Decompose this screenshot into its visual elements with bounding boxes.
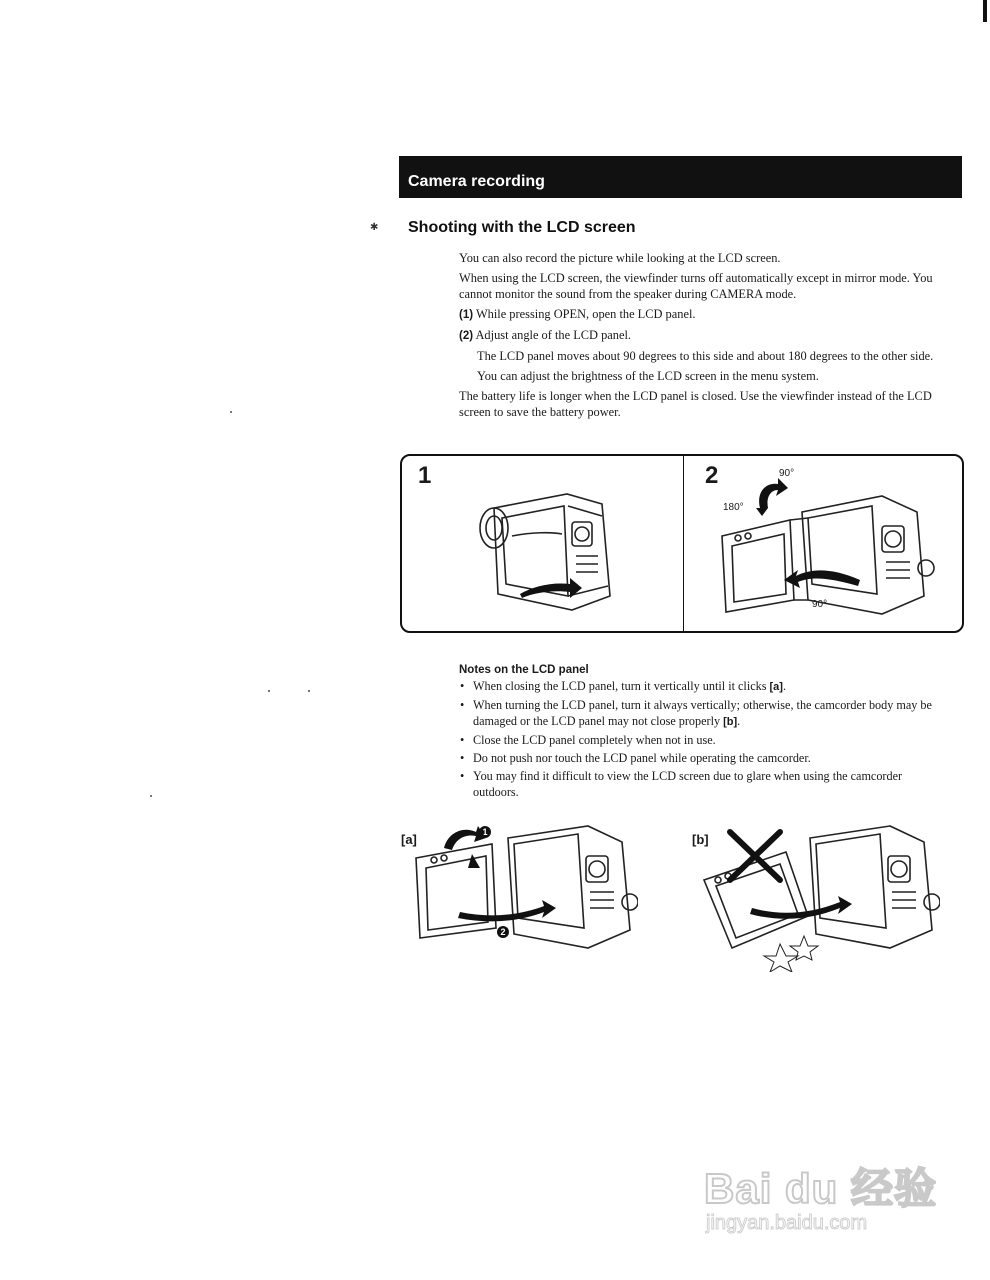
intro-paragraph: You can also record the picture while looking at the LCD screen. xyxy=(459,251,781,265)
margin-mark: ✱ xyxy=(370,222,379,233)
battery-note: The battery life is longer when the LCD panel is closed. Use the viewfinder instead of the LCD screen to save the battery power. xyxy=(459,389,932,419)
scan-speck xyxy=(268,690,270,692)
step-detail: You can adjust the brightness of the LCD screen in the menu system. xyxy=(477,369,819,383)
camcorder-open-illustration xyxy=(712,476,952,621)
section-header-bar xyxy=(399,156,962,198)
figure-step-1-label: 1 xyxy=(418,462,432,489)
note-item: • When closing the LCD panel, turn it vertically until it clicks [a]. xyxy=(459,678,949,695)
note-item: • You may find it difficult to view the LCD screen due to glare when using the camcorder outdoors. xyxy=(459,768,949,800)
callout-2-badge: 2 xyxy=(497,926,509,938)
step-2 xyxy=(459,327,949,344)
step-detail: The LCD panel moves about 90 degrees to this side and about 180 degrees to the other side. xyxy=(477,349,934,363)
figure-ref: [a] xyxy=(769,681,783,693)
note-item: • Close the LCD panel completely when not in use. xyxy=(459,732,949,748)
watermark-url: jingyan.baidu.com xyxy=(706,1212,868,1234)
baidu-watermark xyxy=(704,1138,944,1248)
angle-90-bottom-label: 90° xyxy=(812,599,828,610)
scan-speck xyxy=(308,690,310,692)
scan-speck xyxy=(150,795,152,797)
camcorder-closed-illustration xyxy=(472,486,622,614)
figure-step-2-label: 2 xyxy=(705,462,719,489)
scan-speck xyxy=(230,411,232,413)
watermark-brand: Bai du 经验 xyxy=(704,1165,938,1212)
camcorder-wrong-rotation-illustration xyxy=(700,824,940,972)
callout-1-badge: 1 xyxy=(479,826,491,838)
figure-ref: [b] xyxy=(723,716,738,728)
page-edge-mark xyxy=(983,0,987,22)
step-number: (2) xyxy=(459,330,474,342)
section-title: Shooting with the LCD screen xyxy=(408,219,636,236)
notes-title: Notes on the LCD panel xyxy=(459,664,589,676)
camcorder-close-vertical-illustration xyxy=(408,824,638,952)
step-text: While pressing OPEN, open the LCD panel. xyxy=(475,307,696,321)
step-1 xyxy=(459,306,949,323)
notes-list xyxy=(459,678,949,802)
figure-b-label: [b] xyxy=(692,832,709,847)
figure-a-label: [a] xyxy=(401,832,417,847)
step-text: Adjust angle of the LCD panel. xyxy=(475,328,632,342)
note-item: • Do not push nor touch the LCD panel while operating the camcorder. xyxy=(459,750,949,766)
lcd-figure-box xyxy=(400,454,964,633)
body-text xyxy=(459,250,949,424)
angle-90-top-label: 90° xyxy=(779,468,795,479)
step-number: (1) xyxy=(459,309,474,321)
note-item: • When turning the LCD panel, turn it always vertically; otherwise, the camcorder body may be damaged or the LCD panel may not close properly [b]. xyxy=(459,697,949,730)
angle-180-label: 180° xyxy=(723,502,744,513)
figure-divider xyxy=(683,456,684,631)
section-header-title: Camera recording xyxy=(408,173,545,190)
intro-paragraph: When using the LCD screen, the viewfinder turns off automatically except in mirror mode. You cannot monitor the sound from the speaker during CAMERA mode. xyxy=(459,271,933,301)
